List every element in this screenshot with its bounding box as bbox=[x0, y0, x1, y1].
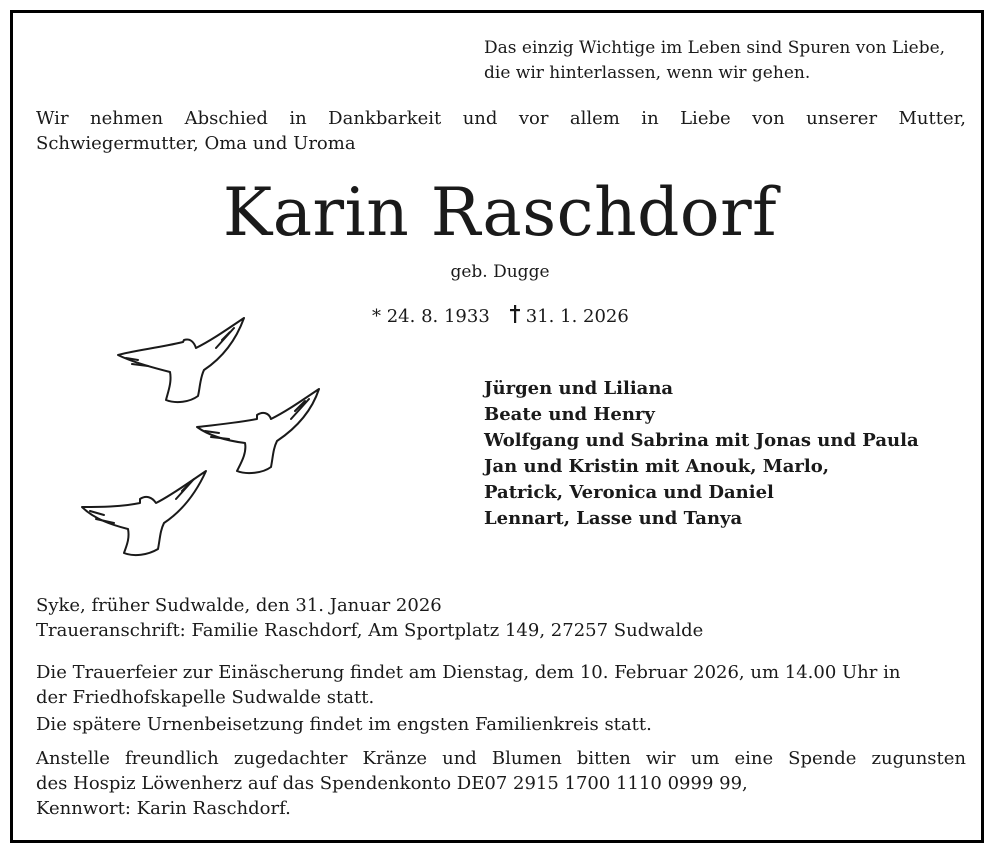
ceremony-info bbox=[36, 660, 966, 710]
quote-line-1: Das einzig Wichtige im Leben sind Spuren von Liebe, bbox=[484, 38, 946, 58]
cross-icon bbox=[510, 302, 520, 332]
family-member-line: Patrick, Veronica und Daniel bbox=[484, 482, 774, 503]
birth-date: * 24. 8. 1933 bbox=[372, 306, 490, 327]
intro-line-1: Wir nehmen Abschied in Dankbarkeit und vor allem in Liebe von unserer Mutter, bbox=[36, 108, 966, 129]
donation-line-1: Anstelle freundlich zugedachter Kränze und Blumen bitten wir um eine Spende zugunsten bbox=[36, 748, 966, 769]
dove-icon bbox=[118, 318, 244, 402]
three-doves-icon bbox=[80, 305, 340, 560]
donation-line-3: Kennwort: Karin Raschdorf. bbox=[36, 798, 291, 819]
intro-line-2: Schwiegermutter, Oma und Uroma bbox=[36, 133, 356, 154]
donation-info bbox=[36, 746, 966, 821]
place-address-block bbox=[36, 593, 703, 643]
life-dates bbox=[372, 302, 629, 332]
mourning-address: Traueranschrift: Familie Raschdorf, Am Sportplatz 149, 27257 Sudwalde bbox=[36, 620, 704, 641]
dove-icon bbox=[82, 471, 206, 555]
intro-text bbox=[36, 106, 966, 156]
family-member-line: Jan und Kristin mit Anouk, Marlo, bbox=[484, 456, 829, 477]
quote-line-2: die wir hinterlassen, wenn wir gehen. bbox=[484, 63, 811, 83]
family-member-line: Lennart, Lasse und Tanya bbox=[484, 508, 743, 529]
place-date: Syke, früher Sudwalde, den 31. Januar 2026 bbox=[36, 595, 442, 616]
family-member-line: Wolfgang und Sabrina mit Jonas und Paula bbox=[484, 430, 919, 451]
dove-icon bbox=[197, 389, 319, 473]
family-member-line: Beate und Henry bbox=[484, 404, 655, 425]
urn-info: Die spätere Urnenbeisetzung findet im engsten Familienkreis statt. bbox=[36, 714, 652, 735]
family-member-line: Jürgen und Liliana bbox=[484, 378, 674, 399]
deceased-name: Karin Raschdorf bbox=[222, 174, 778, 251]
family-list bbox=[484, 376, 919, 532]
death-date: 31. 1. 2026 bbox=[525, 306, 629, 327]
memorial-quote bbox=[484, 36, 945, 86]
donation-line-2: des Hospiz Löwenherz auf das Spendenkonto DE07 2915 1700 1110 0999 99, bbox=[36, 773, 748, 794]
ceremony-line-2: der Friedhofskapelle Sudwalde statt. bbox=[36, 687, 375, 708]
ceremony-line-1: Die Trauerfeier zur Einäscherung findet am Dienstag, dem 10. Februar 2026, um 14.00 Uhr in bbox=[36, 662, 901, 683]
birth-name: geb. Dugge bbox=[450, 262, 550, 282]
